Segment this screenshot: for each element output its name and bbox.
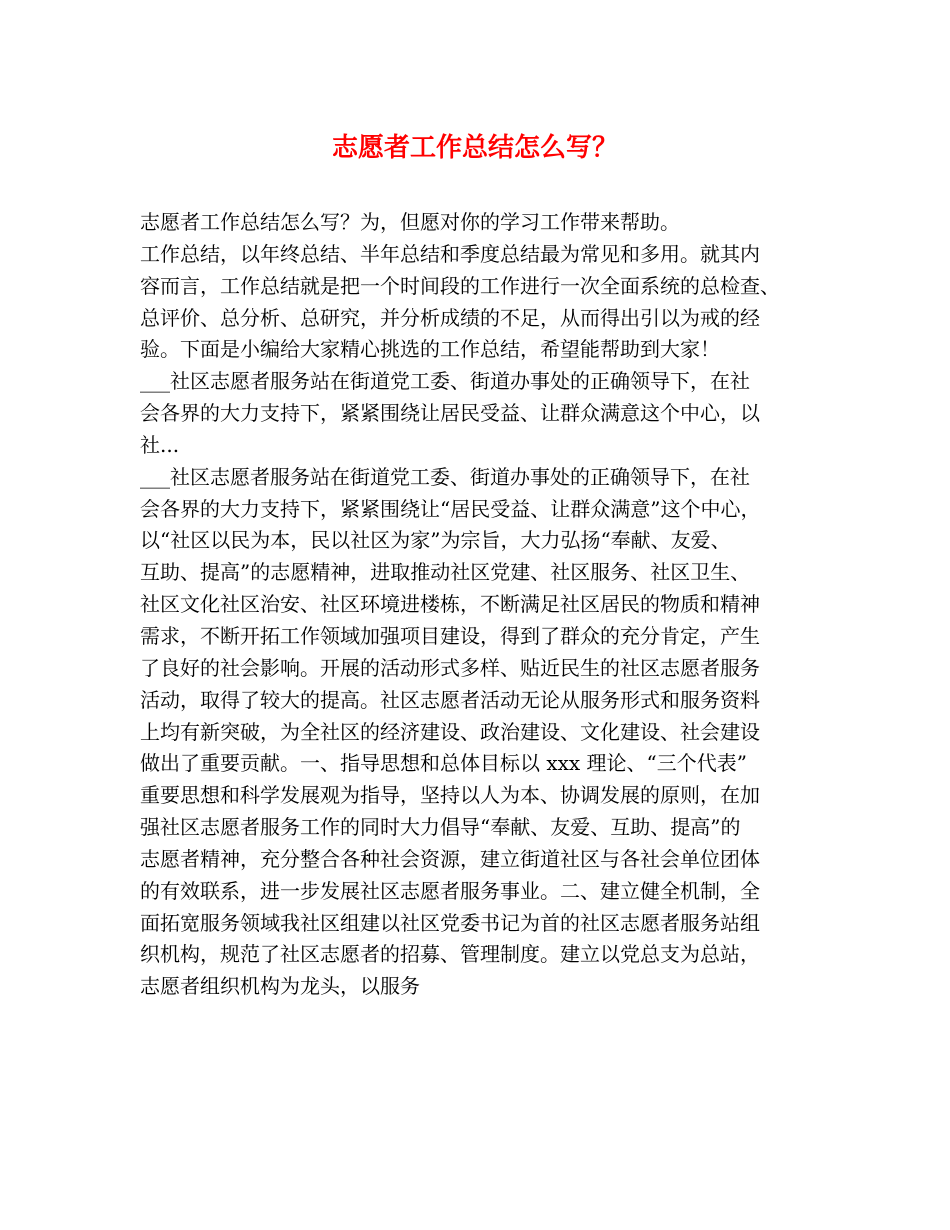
body-line: ___社区志愿者服务站在街道党工委、街道办事处的正确领导下，在社 <box>140 464 750 489</box>
body-line: 需求，不断开拓工作领域加强项目建设，得到了群众的充分肯定，产生 <box>140 623 760 648</box>
body-line: 的有效联系，进一步发展社区志愿者服务事业。二、建立健全机制，全 <box>140 878 760 903</box>
body-line: 做出了重要贡献。一、指导思想和总体目标以 xxx 理论、“三个代表” <box>140 751 748 776</box>
body-line: 志愿者工作总结怎么写？为，但愿对你的学习工作带来帮助。 <box>140 210 680 234</box>
document-title: 志愿者工作总结怎么写？ <box>331 133 618 163</box>
body-line: ___社区志愿者服务站在街道党工委、街道办事处的正确领导下，在社 <box>140 369 750 394</box>
body-line: 会各界的大力支持下，紧紧围绕让“居民受益、让群众满意”这个中心， <box>140 496 761 521</box>
body-line: 容而言，工作总结就是把一个时间段的工作进行一次全面系统的总检查、 <box>140 273 780 298</box>
body-line: 志愿者组织机构为龙头，以服务 <box>140 974 420 999</box>
body-line: 织机构，规范了社区志愿者的招募、管理制度。建立以党总支为总站， <box>140 942 760 967</box>
body-line: 工作总结，以年终总结、半年总结和季度总结最为常见和多用。就其内 <box>140 241 760 266</box>
body-line: 以“社区以民为本，民以社区为家”为宗旨，大力弘扬“奉献、友爱、 <box>140 528 731 553</box>
body-line: 志愿者精神，充分整合各种社会资源，建立街道社区与各社会单位团体 <box>140 846 760 871</box>
body-line: 社区文化社区治安、社区环境进楼栋，不断满足社区居民的物质和精神 <box>140 592 760 617</box>
body-line: 上均有新突破，为全社区的经济建设、政治建设、文化建设、社会建设 <box>140 719 760 744</box>
body-line: 会各界的大力支持下，紧紧围绕让居民受益、让群众满意这个中心，以 <box>140 401 760 426</box>
body-line: 重要思想和科学发展观为指导，坚持以人为本、协调发展的原则，在加 <box>140 783 760 808</box>
body-line: 了良好的社会影响。开展的活动形式多样、贴近民生的社区志愿者服务 <box>140 655 760 680</box>
body-line: 面拓宽服务领域我社区组建以社区党委书记为首的社区志愿者服务站组 <box>140 910 760 935</box>
document-body <box>140 207 820 1003</box>
body-line: 强社区志愿者服务工作的同时大力倡导“奉献、友爱、互助、提高”的 <box>140 815 741 840</box>
body-line: 验。下面是小编给大家精心挑选的工作总结，希望能帮助到大家！ <box>140 337 720 362</box>
body-line: 活动，取得了较大的提高。社区志愿者活动无论从服务形式和服务资料 <box>140 687 760 712</box>
body-line: 社... <box>140 432 180 457</box>
body-line: 总评价、总分析、总研究，并分析成绩的不足，从而得出引以为戒的经 <box>140 305 760 330</box>
body-line: 互助、提高”的志愿精神，进取推动社区党建、社区服务、社区卫生、 <box>140 560 751 585</box>
